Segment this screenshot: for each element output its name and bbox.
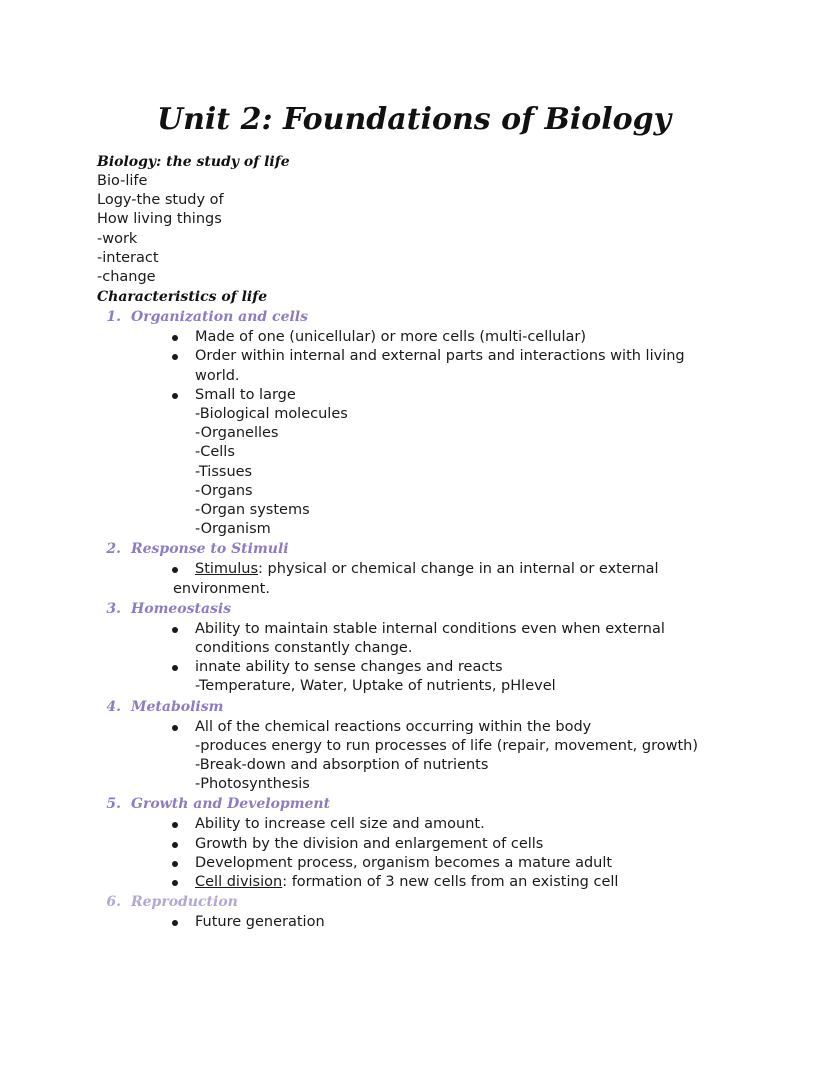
- section-title-metabolism: [97, 697, 777, 718]
- page-title: Unit 2: Foundations of Biology: [156, 102, 672, 137]
- intro-line: Logy-the study of: [97, 192, 224, 209]
- section-number: 3.: [106, 600, 121, 617]
- section-title-response: [97, 539, 777, 560]
- cell-division-term: Cell division: [195, 874, 283, 891]
- section-title-organization: [97, 307, 777, 328]
- section-title-text: Response to Stimuli: [131, 541, 289, 558]
- intro-line: -work: [97, 230, 138, 247]
- bullet-icon: [172, 627, 178, 633]
- bullet-icon: [172, 880, 178, 886]
- list-item: Stimulus: physical or chemical change in an internal or external environment.: [173, 561, 659, 597]
- characteristics-heading: Characteristics of life: [97, 289, 268, 306]
- list-item: Made of one (unicellular) or more cells (multi-cellular): [97, 328, 777, 347]
- section-title-text: Metabolism: [131, 698, 224, 715]
- intro-line: -interact: [97, 249, 159, 266]
- section-number: 1.: [106, 309, 121, 326]
- bullet-icon: [172, 725, 178, 731]
- section-title-text: Organization and cells: [131, 309, 308, 326]
- section-title-reproduction: [97, 892, 777, 913]
- section-number: 5.: [106, 796, 121, 813]
- bullet-icon: [172, 335, 178, 341]
- section-title-homeostasis: [97, 599, 777, 620]
- intro-line: Bio-life: [97, 173, 148, 189]
- list-item: Order within internal and external parts and interactions with living world.: [97, 347, 777, 385]
- bullet-icon: [172, 354, 178, 360]
- document-body: [97, 152, 777, 933]
- list-item: Cell division: formation of 3 new cells from an existing cell: [97, 873, 777, 892]
- list-item: Development process, organism becomes a mature adult: [97, 854, 777, 873]
- list-item: All of the chemical reactions occurring within the body -produces energy to run processes of life (repair, movement, growth) -Break-down and absorption of nutrients -Photosynthesis: [97, 718, 777, 795]
- intro-line: -change: [97, 269, 156, 286]
- section-number: 2.: [106, 541, 121, 558]
- section-title-text: Growth and Development: [131, 796, 331, 813]
- bullet-icon: [172, 665, 178, 671]
- bullet-icon: [172, 861, 178, 867]
- bullet-icon: [172, 822, 178, 828]
- list-item: Small to large -Biological molecules -Organelles -Cells -Tissues -Organs -Organ systems -Organism: [97, 386, 777, 540]
- list-item: innate ability to sense changes and reacts -Temperature, Water, Uptake of nutrients, pHlevel: [97, 658, 777, 696]
- list-item: Future generation: [97, 913, 777, 932]
- list-item: Ability to increase cell size and amount.: [97, 815, 777, 834]
- bullet-icon: [172, 393, 178, 399]
- section-title-text: Homeostasis: [131, 600, 232, 617]
- section-title-growth: [97, 794, 777, 815]
- section-number: 6.: [106, 894, 121, 911]
- list-item: Ability to maintain stable internal conditions even when external conditions constantly change.: [97, 620, 777, 658]
- bullet-icon: [172, 920, 178, 926]
- intro-heading: Biology: the study of life: [97, 154, 290, 170]
- intro-line: How living things: [97, 211, 222, 228]
- stimulus-term: Stimulus: [195, 561, 259, 578]
- section-number: 4.: [106, 698, 121, 715]
- section-title-text: Reproduction: [131, 894, 238, 911]
- list-item: Growth by the division and enlargement of cells: [97, 835, 777, 854]
- bullet-icon: [172, 842, 178, 848]
